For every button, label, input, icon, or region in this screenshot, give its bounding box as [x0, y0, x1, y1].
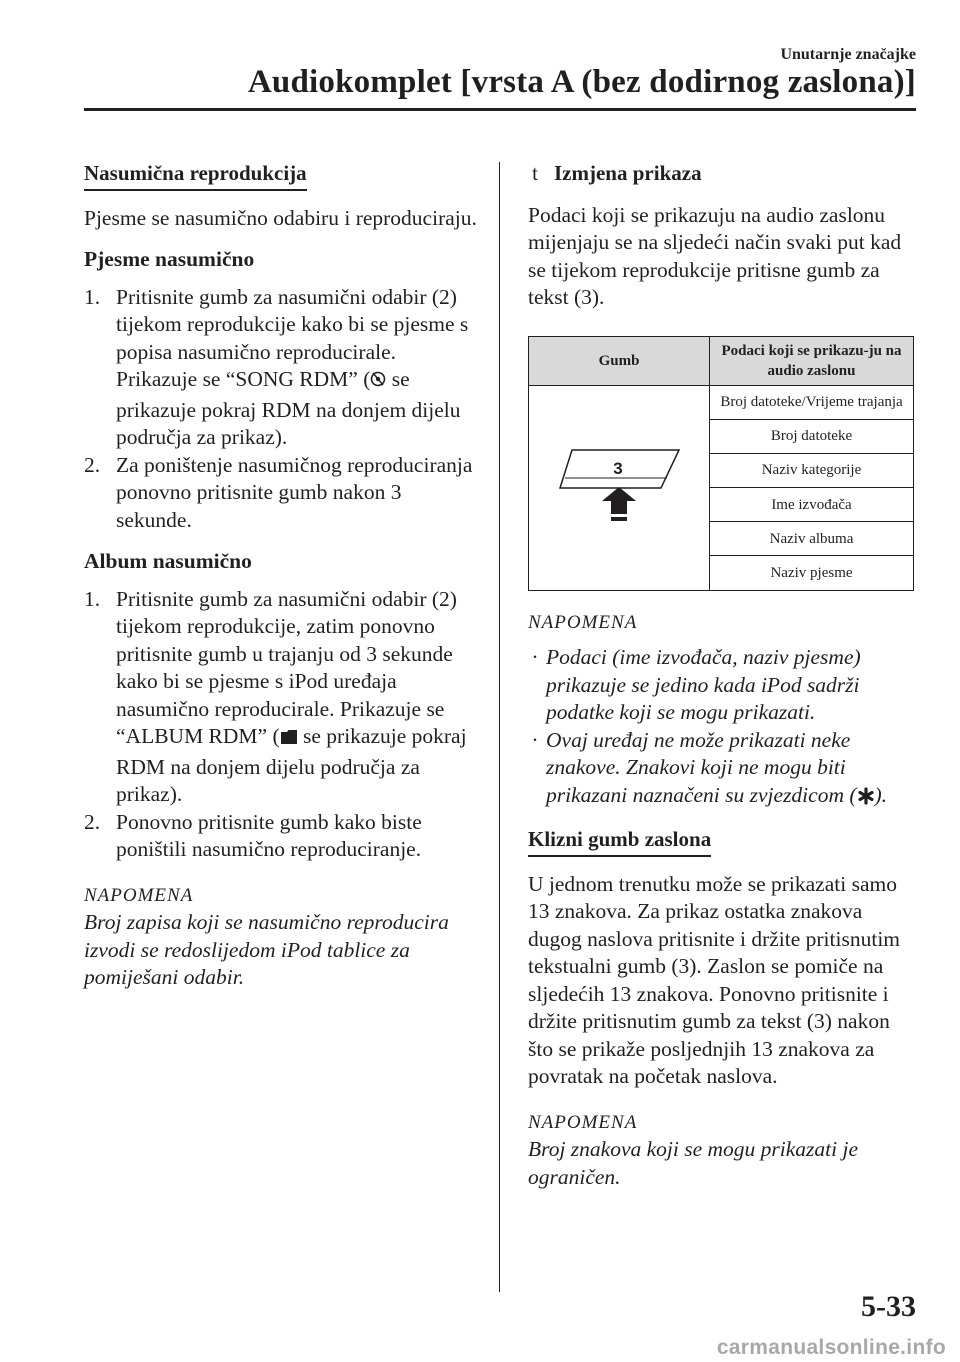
bullet-dot: ·: [532, 645, 538, 669]
list-item: [528, 727, 918, 813]
table-header-button: Gumb: [529, 336, 710, 385]
section-mark: t: [532, 161, 538, 185]
header-title: Audiokomplet [vrsta A (bez dodirnog zaslona)]: [247, 64, 916, 100]
right-column: [528, 160, 918, 1191]
slider-heading: Klizni gumb zaslona: [528, 826, 711, 857]
press-arrow-icon: [602, 487, 636, 514]
bullet-text-end: ).: [874, 782, 888, 807]
step-number: 1.: [84, 284, 101, 309]
step-number: 1.: [84, 586, 101, 611]
display-table: [528, 336, 914, 591]
list-item: [84, 809, 479, 864]
album-random-steps: [84, 586, 479, 864]
note-text: Broj znakova koji se mogu prikazati je ograničen.: [528, 1137, 859, 1189]
song-random-steps: [84, 284, 479, 535]
bullet-dot: ·: [532, 727, 538, 752]
table-row: [529, 385, 914, 419]
button-number-label: 3: [613, 458, 623, 478]
random-play-heading: Nasumična reprodukcija: [84, 160, 307, 191]
album-random-heading: Album nasumično: [84, 549, 252, 573]
page-number: 5-33: [861, 1290, 916, 1323]
display-change-heading: [528, 160, 918, 188]
step-number: 2.: [84, 452, 101, 477]
folder-icon: [280, 726, 298, 754]
table-cell: Broj datoteke: [710, 419, 914, 453]
note-label: NAPOMENA: [84, 884, 194, 906]
column-divider: [499, 162, 500, 1292]
random-play-intro: Pjesme se nasumično odabiru i reproduciraju.: [84, 205, 477, 230]
step-text: Ponovno pritisnite gumb kako biste poništili nasumično reproduciranje.: [116, 809, 422, 861]
text-button-illustration: [529, 386, 709, 584]
display-change-title: Izmjena prikaza: [554, 161, 702, 185]
note-bullets: [528, 644, 918, 812]
table-cell: Broj datoteke/Vrijeme trajanja: [710, 385, 914, 419]
left-column: [84, 160, 479, 992]
list-item: [528, 644, 918, 727]
list-item: [84, 586, 479, 809]
list-item: [84, 284, 479, 452]
step-text: Pritisnite gumb za nasumični odabir (2) tijekom reprodukcije kako bi se pjesme s popisa nasumično reproducirale. Prikazuje se “SONG RDM” (: [116, 284, 469, 391]
step-text: Pritisnite gumb za nasumični odabir (2) tijekom reprodukcije, zatim ponovno pritisnite gumb u trajanju od 3 sekunde kako bi se pjesme s iPod uređaja nasumično reproducirale. Prikazuje se “ALBUM RDM” (: [116, 586, 457, 748]
slider-text: U jednom trenutku može se prikazati samo 13 znakova. Za prikaz ostatka znakova dugog naslova pritisnite i držite pritisnutim tekstualni gumb (3). Zaslon se pomiče na sljedećih 13 znakova. Ponovno pritisnite i držite pritisnutim gumb za tekst (3) nakon što se prikaže posljednjih 13 znakova za povratak na početak naslova.: [528, 871, 901, 1088]
header-subtitle: Unutarnje značajke: [780, 46, 916, 63]
table-header-row: [529, 336, 914, 385]
step-text: Za poništenje nasumičnog reproduciranja ponovno pritisnite gumb nakon 3 sekunde.: [116, 452, 473, 532]
bullet-text: Ovaj uređaj ne može prikazati neke znakove. Znakovi koji ne mogu biti prikazani naznačeni su zvjezdicom (: [546, 727, 857, 807]
watermark: carmanualsonline.info: [716, 1336, 946, 1359]
bullet-text: Podaci (ime izvođača, naziv pjesme) prikazuje se jedino kada iPod sadrži podatke koji se mogu prikazati.: [546, 645, 861, 724]
asterisk-icon: [857, 785, 875, 813]
table-cell: Naziv kategorije: [710, 453, 914, 487]
list-item: [84, 452, 479, 535]
step-text-end: se prikazuje pokraj RDM na donjem dijelu područja za prikaz).: [116, 724, 467, 806]
table-cell: Naziv albuma: [710, 522, 914, 556]
note-label: NAPOMENA: [528, 611, 638, 633]
song-random-heading: Pjesme nasumično: [84, 247, 255, 271]
table-header-data: Podaci koji se prikazu-ju na audio zaslonu: [710, 336, 914, 385]
table-cell: Ime izvođača: [710, 487, 914, 521]
table-cell: Naziv pjesme: [710, 556, 914, 590]
button-illustration-cell: [529, 385, 710, 590]
note-text: Broj zapisa koji se nasumično reproducira izvodi se redoslijedom iPod tablice za pomiješani odabir.: [84, 910, 449, 989]
step-text-end: se prikazuje pokraj RDM na donjem dijelu područja za prikaz).: [116, 367, 461, 449]
song-random-icon: [370, 369, 386, 397]
step-number: 2.: [84, 809, 101, 834]
note-label: NAPOMENA: [528, 1111, 638, 1133]
header-rule: [84, 108, 916, 111]
display-change-intro: Podaci koji se prikazuju na audio zaslonu mijenjaju se na sljedeći način svaki put kad se tijekom reprodukcije pritisne gumb za tekst (3).: [528, 202, 902, 309]
